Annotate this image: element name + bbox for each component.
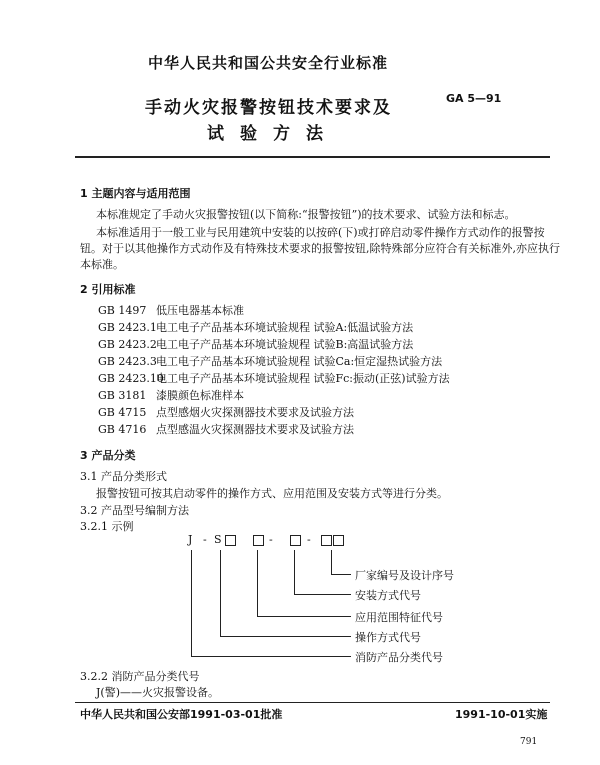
leader-horizontal xyxy=(331,574,351,575)
standard-category: 中华人民共和国公共安全行业标准 xyxy=(148,54,389,72)
model-code-box xyxy=(225,535,236,546)
diagram-label: 消防产品分类代号 xyxy=(355,651,443,664)
section1-para2-line2: 钮。对于以其他操作方式动作及有特殊技术要求的报警按钮,除特殊部分应符合有关标准外,亦应执行 xyxy=(80,242,560,255)
reference-item: GB 2423.3电工电子产品基本环境试验规程 试验Ca:恒定湿热试验方法 xyxy=(98,355,443,368)
section3-2-heading: 3.2 产品型号编制方法 xyxy=(80,504,189,517)
leader-horizontal xyxy=(191,656,351,657)
section3-heading: 3 产品分类 xyxy=(80,449,136,462)
diagram-label: 厂家编号及设计序号 xyxy=(355,569,454,582)
document-title-line1: 手动火灾报警按钮技术要求及 xyxy=(145,98,392,118)
leader-vertical xyxy=(331,550,332,574)
section3-2-2-text: J(警)——火灾报警设备。 xyxy=(96,686,219,699)
section1-para2-line1: 本标准适用于一般工业与民用建筑中安装的以按碎(下)或打碎启动零件操作方式动作的报警按 xyxy=(96,226,545,239)
model-letter-j: J xyxy=(188,533,193,546)
model-dash: - xyxy=(307,533,311,546)
reference-item: GB 2423.1电工电子产品基本环境试验规程 试验A:低温试验方法 xyxy=(98,321,414,334)
model-dash: - xyxy=(269,533,273,546)
leader-vertical xyxy=(220,550,221,636)
section1-para1: 本标准规定了手动火灾报警按钮(以下简称:“报警按钮”)的技术要求、试验方法和标志。 xyxy=(96,208,516,221)
leader-vertical xyxy=(294,550,295,594)
header-divider xyxy=(75,156,550,158)
leader-vertical xyxy=(191,550,192,656)
reference-item: GB 2423.2电工电子产品基本环境试验规程 试验B:高温试验方法 xyxy=(98,338,414,351)
document-title-line2: 试验方法 xyxy=(207,124,339,144)
issuer-approval: 中华人民共和国公安部1991-03-01批准 xyxy=(80,708,283,721)
diagram-label: 应用范围特征代号 xyxy=(355,611,443,624)
reference-item: GB 4715 点型感烟火灾探测器技术要求及试验方法 xyxy=(98,406,354,419)
leader-horizontal xyxy=(257,616,351,617)
reference-item: GB 1497 低压电器基本标准 xyxy=(98,304,244,317)
model-dash: - xyxy=(203,533,207,546)
effective-date: 1991-10-01实施 xyxy=(455,708,548,721)
model-code-box xyxy=(321,535,332,546)
leader-horizontal xyxy=(294,594,351,595)
section1-heading: 1 主题内容与适用范围 xyxy=(80,187,191,200)
model-code-box xyxy=(290,535,301,546)
reference-item: GB 3181 漆膜颜色标准样本 xyxy=(98,389,244,402)
model-code-box xyxy=(333,535,344,546)
diagram-label: 安装方式代号 xyxy=(355,589,421,602)
model-letter-s: S xyxy=(214,533,222,546)
section3-1-text: 报警按钮可按其启动零件的操作方式、应用范围及安装方式等进行分类。 xyxy=(96,487,448,500)
page-number: 791 xyxy=(520,737,538,747)
diagram-label: 操作方式代号 xyxy=(355,631,421,644)
section2-heading: 2 引用标准 xyxy=(80,283,136,296)
leader-horizontal xyxy=(220,636,351,637)
section3-2-1-heading: 3.2.1 示例 xyxy=(80,520,134,533)
model-code-box xyxy=(253,535,264,546)
reference-item: GB 4716 点型感温火灾探测器技术要求及试验方法 xyxy=(98,423,354,436)
section3-2-2-heading: 3.2.2 消防产品分类代号 xyxy=(80,670,200,683)
section1-para2-line3: 本标准。 xyxy=(80,258,124,271)
footer-divider xyxy=(75,702,550,703)
reference-item: GB 2423.10电工电子产品基本环境试验规程 试验Fc:振动(正弦)试验方法 xyxy=(98,372,450,385)
leader-vertical xyxy=(257,550,258,616)
standard-code: GA 5—91 xyxy=(446,92,502,105)
section3-1-heading: 3.1 产品分类形式 xyxy=(80,470,167,483)
